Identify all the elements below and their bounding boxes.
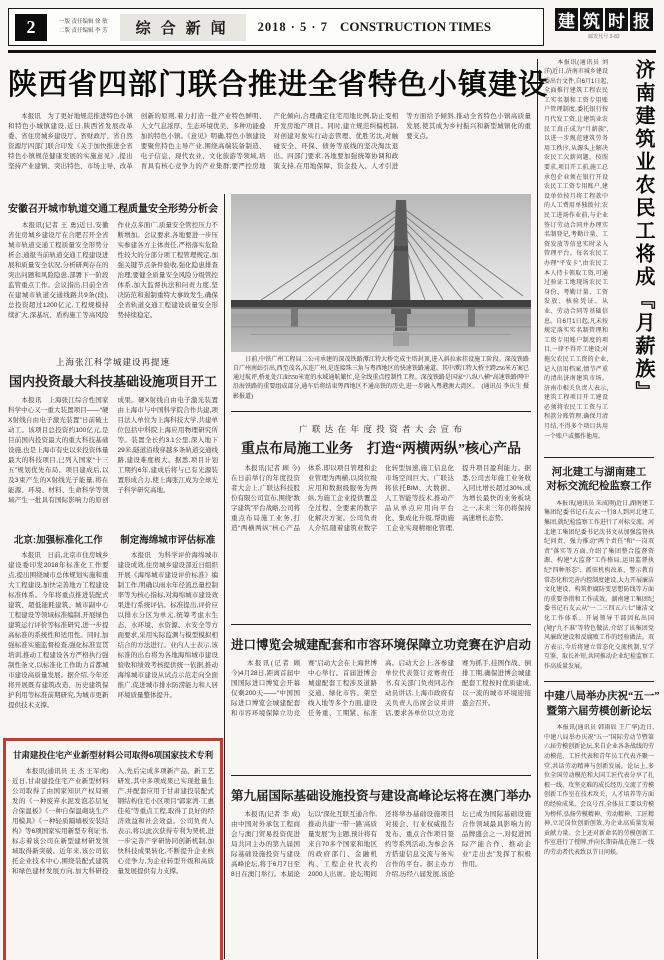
beijing-headline: 北京:加强标准化工作	[13, 534, 103, 546]
photo-caption: 日前,中铁广州工程局二公司承建的深茂铁路潭江特大桥完成主塔封顶,进入斜拉索挂设施工阶段。深茂铁路自广州南站引出,西至茂名,东连广州,是连接珠三角与粤西地区的快速铁路通道。其中潭江特大桥主跨256米方案已通过航评,桥址处江面550米宽的水域通航繁忙,是全线重点控制性工程。深茂铁路是国家“八纵八横”高速铁路网中沿海铁路的重要组成部分,通车后将结束粤西地区不通高铁的历史,进一步融入粤港澳大湾区。 (通讯员 李庆生 摄影报道)	[233, 356, 530, 400]
glodon-headline: 重点布局施工业务 打造“两横两纵”核心产品	[241, 441, 521, 457]
main-area	[8, 59, 549, 959]
xfel-body-text: 本报讯 上海张江综合性国家科学中心又一重大装置项目——“硬X射线自由电子激光装置”日前破土动工。该项目总投资约100亿元,是目前国内投资最大的重大科技基础设施,也是上海市有史以来投资体量最大的科技项目,已列入国家“十三五”规划优先布局。项目建成后,以及3束产生的X射线光子能量,将在能源、环境、材料、生命科学等领域产生一批具有国际影响力的原创成果。硬X射线自由电子激光装置由上海市与中国科学院合作共建,项目法人单位为上海科技大学,共建单位包括中科院上海应用物理研究所等。装置全长约3.1公里,深入地下29米,隧道沿线穿越多条轨道交通线路,建设难度极大。据悉,项目计划工期约6年,建成后将与已有光源装置形成合力,使上海张江成为全球光子科学研究高地。	[8, 396, 218, 505]
gansu-headline: 甘肃建投住宅产业新型材料公司取得6项国家技术专利	[12, 749, 214, 760]
article-sponge-city	[118, 532, 219, 729]
sponge-body-text: 本报讯 为科学评价海绵城市建设成效,住房城乡建设部近日组织开展《海绵城市建设评价标准》编制工作,明确以雨水年径流总量控制率等为核心指标,对海绵城市建设效果进行系统评估。标准提出,评价应以排水分区为单元,统筹考虑水生态、水环境、水资源、水安全等方面要求,采用实际监测与模型模拟相结合的方法进行。业内人士表示,该标准的出台将为各地海绵城市建设验收和绩效考核提供统一依据,推动海绵城市建设从试点示范走向全面推广,促进城市排水防涝能力和人居环境质量整体提升。	[117, 551, 218, 700]
article-glodon-strategy	[231, 416, 531, 620]
english-title: CONSTRUCTION TIMES	[339, 19, 492, 34]
edition-editors	[59, 18, 108, 37]
jinan-body-text: 本报讯(通讯员 刘 洋)近日,济南市城乡建设委出台文件,自6月1日起,全面推行建筑工程农民工实名制和工资专用账户管理制度,委托银行按月代发工资,让建筑业农民工真正成为“月薪族”,以进一步规范建筑劳务用工秩序,从源头上解决农民工欠薪问题。按照要求,项目开工前,施工总承包企业须在银行开设农民工工资专用账户,建设单位按月将工程款中的人工费用单独拨付;农民工进场作业前,与企业签订劳动合同并办理实名制登记,考勤计量、工资发放等信息实时录入管理平台。每名农民工办理“平安卡”,由农民工本人持卡领取工资,可通过验证工地现场农民工身份、考勤计量、工资发放、核验凭证、从业、劳动合同等基础信息。自6月1日起,凡未按规定落实实名制管理和工资专用账户制度的项目,一律不得开工建设;对拖欠农民工工资的企业,记入信用档案,情节严重的清出济南建筑市场。济南市相关负责人表示,建筑工程项目开工建设必须将农民工工资与工程款分账管理,确保月清月结,不得多个项目共用一个账户或挪作他用。	[544, 59, 608, 440]
article-import-expo	[231, 629, 531, 771]
divider	[231, 775, 531, 776]
header-rule	[8, 50, 656, 53]
glodon-kicker: 广 联 达 在 年 度 投 资 者 大 会 宣 布	[299, 423, 463, 434]
macao-headline: 第九届国际基础设施投资与建设高峰论坛将在澳门举办	[231, 788, 532, 803]
expo-headline: 进口博览会城建配套和市容环境保障立功竞赛在沪启动	[231, 637, 532, 652]
divider	[544, 457, 654, 458]
article-hebei-hunan-exchange	[544, 463, 654, 675]
cscec8-headline	[544, 690, 660, 719]
newspaper-logo	[552, 8, 656, 46]
article-xfel-project	[8, 356, 218, 524]
lead-headline: 陕西省四部门联合推进全省特色小镇建设	[8, 68, 549, 101]
hebei-headline-line1: 河北建工与湖南建工	[551, 466, 647, 478]
left-column	[8, 194, 225, 959]
xfel-headline: 国内投资最大科技基础设施项目开工	[8, 373, 217, 389]
gansu-body-text: 本报讯(通讯员 王 杰 王军虎)近日,甘肃建投住宅产业新型材料公司取得了由国家知识产权局颁发的《一种废弃水泥发泡芯层复合保温板》《一种自保温砌块生产用模具》《一种轻质隔墙板安装结构》等6项国家实用新型专利证书,标志着该公司在新型建材研发领域取得新突破。近年来,该公司依托企业技术中心,围绕装配式建筑和绿色建材发展方向,加大科研投入,先后完成多项新产品、新工艺研发,其中多项成果已实现批量生产,并配套应用于甘肃建投装配式钢结构住宅小区项目“郭家湾·工惠佳苑”等重点工程,取得了良好的经济效益和社会效益。公司负责人表示,将以此次获得专利为契机,进一步完善产学研协同创新机制,加快科技成果转化,不断提升企业核心竞争力,为企业转型升级和高质量发展提供有力支撑。	[12, 767, 214, 876]
article-anhui-metro	[8, 200, 218, 349]
lead-body-text: 本报讯 为了更好地规范推进特色小镇和特色小城镇建设,近日,陕西省发展改革委、省住房城乡建设厅、省财政厅、省自然资源厅四部门联合印发《关于加快推进全省特色小镇规范健康发展的实施意见》,提出坚持产业建镇、突出特色、市场主导、改革创新的原则,着力打造一批产业特色鲜明、人文气息浓厚、生态环境优美、多种功能叠加的特色小镇。《意见》明确,特色小镇建设要聚焦特色主导产业,围绕高端装备制造、电子信息、现代农业、文化旅游等领域,培育具有核心竞争力的产业集群;要严控房地产化倾向,合理确定住宅用地比例,防止变相开发房地产项目。同时,建立规范纠偏机制,对创建对象实行动态管理、优胜劣汰,对触碰安全、环保、债务等底线的坚决淘汰退出。四部门要求,各地要加强统筹协调和政策支持,在用地保障、资金投入、人才引进等方面给予倾斜,推动全省特色小镇高质量发展,使其成为乡村振兴和新型城镇化的重要支点。	[8, 112, 531, 170]
article-shaanxi-towns	[8, 59, 549, 194]
masthead-note: 邮发代号 3-82	[588, 34, 620, 40]
hebei-headline-line2: 对标交流纪检监察工作	[546, 481, 652, 493]
divider	[544, 681, 654, 682]
issue-date: 2018 · 5 · 7	[257, 19, 328, 34]
hebei-body-text: 本报讯(通讯员 朱成刚)近日,湖南建工集团纪委书记石友云一行8人到河北建工集团,就纪检监察工作进行了对标交流。河北建工集团纪委书记沈书文从加强监督执纪问责、强力推动“两个责任”和“一岗双责”落实等方面,介绍了集团整合监督资源、构建“大监督”工作格局,运用监督执纪“四种形态”、派驻机构改革、警示教育常态化和完善内控制度建设,大力开展廉洁文化建设、构筑拒腐防变思想防线等方面的重要举措和工作成效。湖南建工集团纪委书记石友云从“一二三四五六七”廉洁文化工作体系、开展领导干部因私出国(境)“九不准”等特色做法,介绍了该集团党风廉政建设和反腐败工作的经验做法。双方表示,今后将建立常态化交流机制,互学互鉴、取长补短,共同推动企业纪检监察工作高质量发展。	[544, 500, 654, 670]
anhui-headline: 安徽召开城市轨道交通工程质量安全形势分析会	[8, 203, 218, 215]
right-sidebar	[538, 58, 660, 959]
bridge-photo-figure	[231, 194, 531, 407]
article-macao-forum	[231, 780, 531, 959]
cscec8-body-text: 本报讯(通讯员 韩雨辰 王广华)近日,中建八局举办庆祝“五一”国际劳动节暨第六届劳模创新论坛,来自企业各条战线的劳动模范、工匠代表和青年员工代表齐聚一堂,共话劳动精神与创新发展。论坛上,多位全国劳动模范和大国工匠代表分享了扎根一线、攻坚克难的成长经历,交流了劳模创新工作室在技术攻关、人才培养等方面的经验成果。会议号召,全体员工要以劳模为榜样,弘扬劳模精神、劳动精神、工匠精神,立足岗位创新创效,为企业高质量发展贡献力量。会上还对新命名的劳模创新工作室进行了授牌,并向长期奋战在施工一线的劳动者代表致以节日问候。	[544, 725, 654, 856]
article-cscec8-forum	[544, 687, 660, 879]
edition-note-2: 二版 责任编辑 李 芳	[59, 28, 108, 34]
macao-body-text: 本报讯(记者 李 成)由中国对外承包工程商会与澳门贸易投资促进局共同主办的第九届国际基础设施投资与建设高峰论坛,将于6月7日至8日在澳门举行。本届论坛以“深化互联互通合作,推动共建‘一带一路’高质量发展”为主题,预计将有来自70多个国家和地区的政府部门、金融机构、工程企业代表约2000人出席。论坛期间还将举办基础设施项目对接会、行业权威报告发布、重点合作项目签约等系列活动,为参会各方搭建信息交流与务实合作的平台。据主办方介绍,历经八届发展,该论坛已成为国际基础设施合作领域最具影响力的品牌盛会之一,对促进国际产能合作、推动企业“走出去”发挥了积极作用。	[231, 810, 531, 879]
header-box	[8, 8, 544, 46]
beijing-standards-pair	[8, 532, 218, 729]
edition-note-1: 一版 责任编辑 徐 敏	[59, 18, 108, 25]
cscec8-headline-line2: 暨第六届劳模创新论坛	[546, 705, 652, 717]
article-jinan-wages	[544, 59, 654, 451]
section-title: 综合新闻	[120, 14, 246, 41]
hebei-headline	[544, 466, 654, 495]
beijing-body-text: 本报讯 日前,北京市住房城乡建设委印发2018年标准化工作要点,提出围绕城市总体规划实施和重大工程建设,加快完善地方工程建设标准体系。今年将重点推进装配式建筑、超低能耗建筑、城市副中心工程建设等领域标准编制,开展绿色建筑运行评价等标准研究,进一步提高标准的系统性和适用性。同时,加强标准实施监督检查,强化标准宣贯培训,推动工程建设各方严格执行强制性条文,以标准化工作助力首都城市建设高质量发展。据介绍,今年还将开展既有建筑改造、历史建筑保护利用等标准前期研究,为城市更新提供技术支撑。	[8, 551, 109, 710]
divider	[231, 624, 531, 625]
bridge-photo	[231, 194, 531, 352]
cscec8-headline-line1: 中建八局举办庆祝“五一”	[544, 690, 660, 702]
xfel-kicker: 上海张江科学城建设再提速	[55, 356, 170, 367]
sponge-headline: 制定海绵城市评估标准	[120, 534, 216, 546]
article-beijing-standards	[8, 532, 109, 729]
logo-char-3: 时	[605, 8, 628, 31]
expo-body-text: 本报讯(记者 顾 今)4月28日,距离首届中国国际进口博览会开幕仅剩200天——“中国国际进口博览会城建配套和市容环境保障立功竞赛”启动大会在上海世博中心举行。首届进博会城建配套工程涉及道路交通、绿化市容、架空线入地等多个方面,建设任务重、工期紧、标准高。启动大会上,各参建单位代表签订竞赛责任书,有关部门负责同志作动员讲话,上海市政府有关负责人出席会议并讲话,要求各单位以立功竞赛为抓手,挂图作战、倒排工期,确保进博会城建配套工程按时优质建成,以一流的城市环境迎接盛会召开。	[231, 659, 531, 718]
logo-characters	[555, 8, 653, 31]
anhui-body-text: 本报讯(记者 王 勇)近日,安徽省住房城乡建设厅在合肥召开全省城市轨道交通工程质量安全形势分析会,通报当前轨道交通工程建设进展和质量安全状况,分析研判存在的突出问题和风险隐患,部署下一阶段监管重点工作。会议指出,目前全省在建城市轨道交通线路共9条(段),总投资超过1200亿元,工程规模持续扩大,深基坑、盾构施工等高风险作业点多面广,质量安全管控压力不断增加。会议要求,各地要进一步压实参建各方主体责任,严格落实危险性较大的分部分项工程管理规定,加强关键节点条件验收,强化隐患排查治理;要健全质量安全风险分级管控体系,加大监督执法和问责力度,坚决防范和遏制重特大事故发生,确保全省轨道交通工程建设质量安全形势持续稳定。	[8, 221, 218, 320]
logo-char-2: 筑	[580, 8, 603, 31]
masthead-bar	[8, 8, 656, 46]
jinan-vertical-headline: 济南建筑业农民工将成『月薪族』	[632, 58, 654, 404]
logo-char-4: 报	[630, 8, 653, 31]
logo-char-1: 建	[555, 8, 578, 31]
middle-column	[225, 194, 531, 959]
glodon-body-text: 本报讯(记者 顾 今)在日前举行的年度投资者大会上,广联达科技股份有限公司宣布,围绕“数字建筑”平台战略,公司将重点布局施工业务,打造“两横两纵”核心产品体系,即以项目管理和企业管理为两横,以岗位级应用和数据级服务为两纵,为施工企业提供覆盖全过程、全要素的数字化解决方案。公司负责人介绍,随着建筑业数字化转型加速,施工信息化市场空间巨大。广联达将依托BIM、大数据、人工智能等技术,推动产品从单点应用向平台化、集成化升级,帮助施工企业实现精细化管理,提升项目盈利能力。据悉,公司去年施工业务收入同比增长超过30%,成为增长最快的业务板块之一,未来三年仍将保持高速增长态势。	[231, 464, 531, 533]
page-number: 2	[15, 14, 47, 41]
divider	[231, 411, 531, 412]
article-gansu-patents-highlighted	[3, 738, 223, 960]
